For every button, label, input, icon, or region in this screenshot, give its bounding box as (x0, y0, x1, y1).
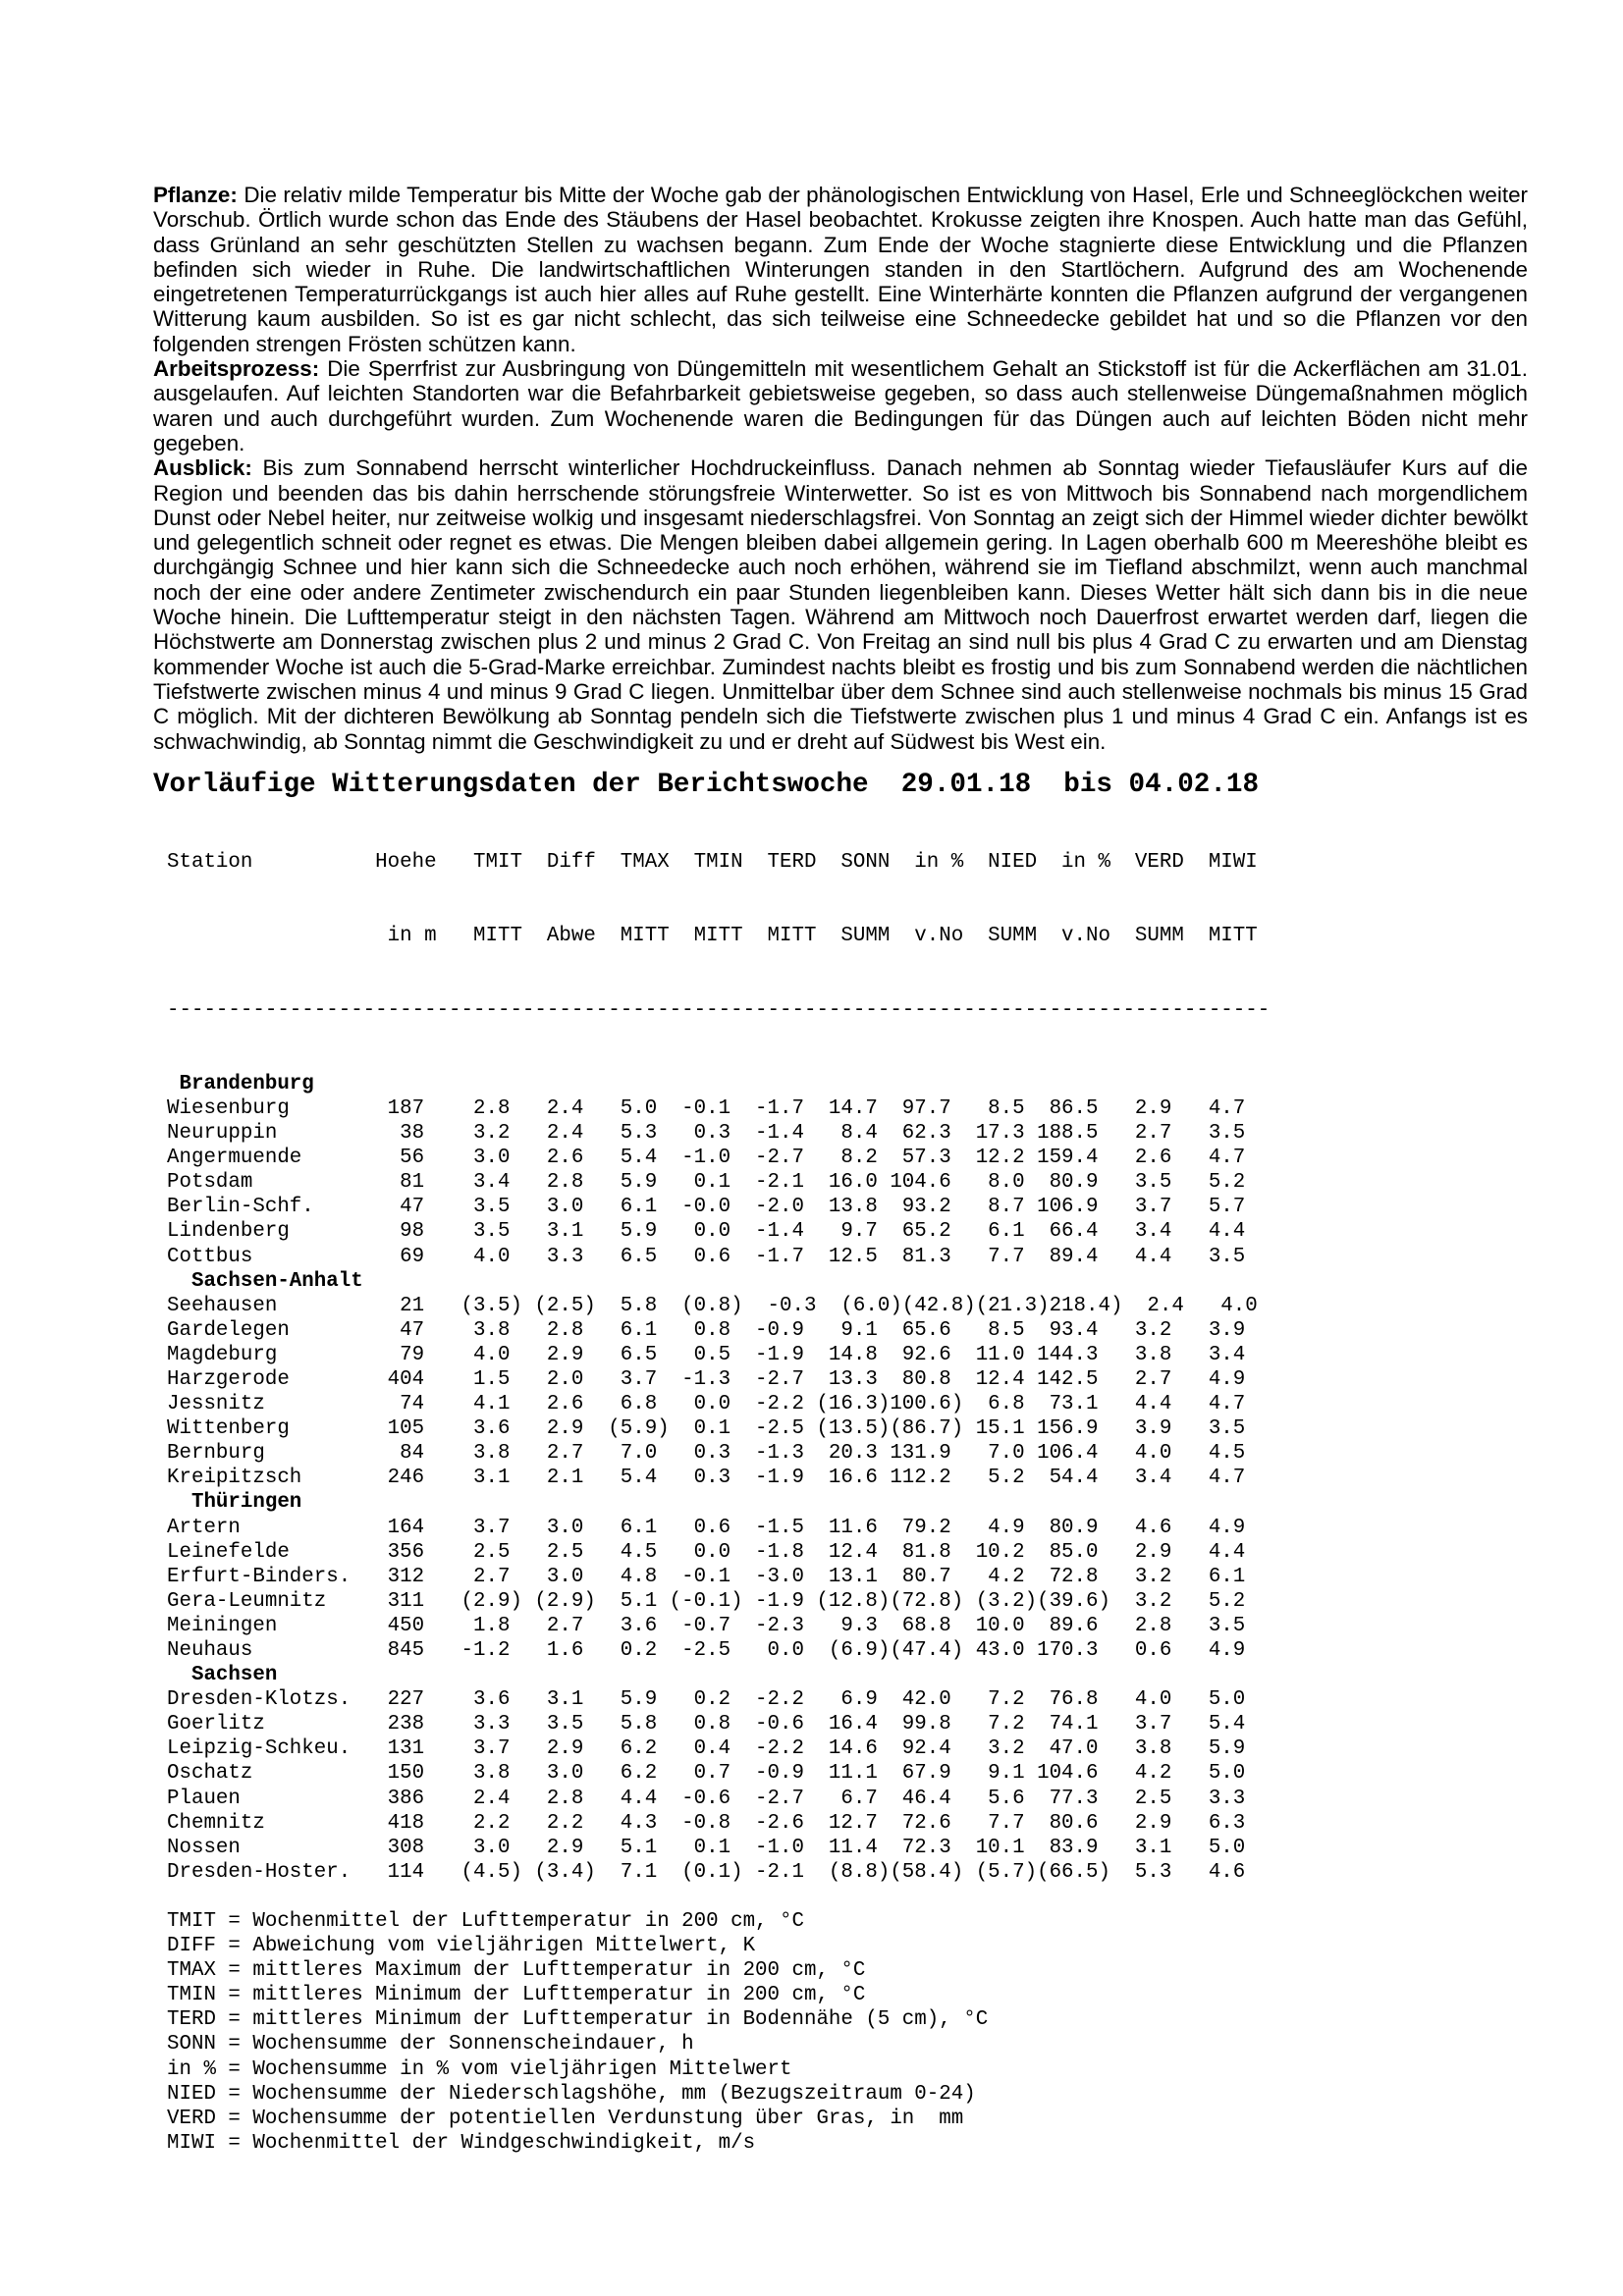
legend-line: DIFF = Abweichung vom vieljährigen Mittelwert, K (167, 1935, 756, 1958)
paragraph-arbeitsprozess (153, 356, 1528, 455)
legend-line: VERD = Wochensumme der potentiellen Verdunstung über Gras, in mm (167, 2107, 964, 2130)
station-row: Dresden-Klotzs. 227 3.6 3.1 5.9 0.2 -2.2 6.9 42.0 7.2 76.8 4.0 5.0 (167, 1688, 1246, 1712)
legend-line: TERD = mittleres Minimum der Lufttemperatur in Bodennähe (5 cm), °C (167, 2008, 989, 2032)
station-row: Jessnitz 74 4.1 2.6 6.8 0.0 -2.2 (16.3)100.6) 6.8 73.1 4.4 4.7 (167, 1393, 1246, 1416)
paragraph-pflanze (153, 183, 1528, 356)
report-text (153, 183, 1528, 754)
station-row: Neuhaus 845 -1.2 1.6 0.2 -2.5 0.0 (6.9)(47.4) 43.0 170.3 0.6 4.9 (167, 1639, 1246, 1663)
label-pflanze: Pflanze: (153, 183, 238, 207)
station-row: Wittenberg 105 3.6 2.9 (5.9) 0.1 -2.5 (13.5)(86.7) 15.1 156.9 3.9 3.5 (167, 1417, 1246, 1441)
header-rule: ------------------------------------------------------------------------------------------ (167, 998, 1271, 1022)
station-row: Lindenberg 98 3.5 3.1 5.9 0.0 -1.4 9.7 65.2 6.1 66.4 3.4 4.4 (167, 1220, 1246, 1244)
station-row: Gera-Leumnitz 311 (2.9) (2.9) 5.1 (-0.1) -1.9 (12.8)(72.8) (3.2)(39.6) 3.2 5.2 (167, 1589, 1246, 1613)
text-ausblick: Bis zum Sonnabend herrscht winterlicher Hochdruckeinfluss. Danach nehmen ab Sonntag wieder Tiefausläufer Kurs auf die Region und beenden das bis dahin herrschende störungsfreie Winterwetter. So ist es von Mittwoch bis Sonnabend nach morgendlichem Dunst oder Nebel heiter, nur zeitweise wolkig und insgesamt niederschlagsfrei. Von Sonntag an zeigt sich der Himmel wieder dichter bewölkt und gelegentlich schneit oder regnet es etwas. Die Mengen bleiben dabei allgemein gering. In Lagen oberhalb 600 m Meereshöhe bleibt es durchgängig Schnee und hier kann sich die Schneedecke auch noch erhöhen, während sie im Tiefland abschmilzt, wenn auch manchmal noch der eine oder andere Zentimeter zwischendurch ein paar Stunden liegenbleiben kann. Dieses Wetter hält sich dann bis in die neue Woche hinein. Die Lufttemperatur steigt in den nächsten Tagen. Während am Mittwoch noch Dauerfrost erwartet werden darf, liegen die Höchstwerte am Donnerstag zwischen plus 2 und minus 2 Grad C. Von Freitag an sind null bis plus 4 Grad C zu erwarten und am Dienstag kommender Woche ist auch die 5-Grad-Marke erreichbar. Zumindest nachts bleibt es frostig und bis zum Sonnabend werden die nächtlichen Tiefstwerte zwischen minus 4 und minus 9 Grad C liegen. Unmittelbar über dem Schnee sind auch stellenweise nochmals bis minus 15 Grad C möglich. Mit der dichteren Bewölkung ab Sonntag pendeln sich die Tiefstwerte zwischen plus 1 und minus 4 Grad C ein. Anfangs ist es schwachwindig, ab Sonntag nimmt die Geschwindigkeit zu und er dreht auf Südwest bis West ein. (153, 455, 1528, 754)
header-line-1: Station Hoehe TMIT Diff TMAX TMIN TERD SONN in % NIED in % VERD MIWI (167, 851, 1258, 875)
table-header (167, 801, 1528, 1072)
legend-line: TMIT = Wochenmittel der Lufttemperatur in 200 cm, °C (167, 1909, 804, 1933)
station-row: Magdeburg 79 4.0 2.9 6.5 0.5 -1.9 14.8 92.6 11.0 144.3 3.8 3.4 (167, 1343, 1246, 1366)
station-row: Dresden-Hoster. 114 (4.5) (3.4) 7.1 (0.1) -2.1 (8.8)(58.4) (5.7)(66.5) 5.3 4.6 (167, 1860, 1246, 1884)
region-heading: Sachsen-Anhalt (167, 1269, 363, 1293)
legend (167, 1909, 1528, 2156)
station-row: Kreipitzsch 246 3.1 2.1 5.4 0.3 -1.9 16.6 112.2 5.2 54.4 3.4 4.7 (167, 1467, 1246, 1490)
station-row: Neuruppin 38 3.2 2.4 5.3 0.3 -1.4 8.4 62.3 17.3 188.5 2.7 3.5 (167, 1122, 1246, 1146)
text-pflanze: Die relativ milde Temperatur bis Mitte der Woche gab der phänologischen Entwicklung von Hasel, Erle und Schneeglöckchen weiter Vorschub. Örtlich wurde schon das Ende des Stäubens der Hasel beobachtet. Krokusse zeigten ihre Knospen. Auch hatte man das Gefühl, dass Grünland an sehr geschützten Stellen zu wachsen begann. Zum Ende der Woche stagnierte diese Entwicklung und die Pflanzen befinden sich wieder in Ruhe. Die landwirtschaftlichen Winterungen standen in den Startlöchern. Aufgrund des am Wochenende eingetretenen Temperaturrückgangs ist auch hier alles auf Ruhe gestellt. Eine Winterhärte konnten die Pflanzen aufgrund der vergangenen Witterung kaum ausbilden. So ist es gar nicht schlecht, das sich teilweise eine Schneedecke gebildet hat und so die Pflanzen vor den folgenden strengen Frösten schützen kann. (153, 183, 1528, 356)
station-row: Cottbus 69 4.0 3.3 6.5 0.6 -1.7 12.5 81.3 7.7 89.4 4.4 3.5 (167, 1245, 1246, 1268)
table-title: Vorläufige Witterungsdaten der Berichtswoche 29.01.18 bis 04.02.18 (153, 769, 1260, 800)
legend-line: TMIN = mittleres Minimum der Lufttemperatur in 200 cm, °C (167, 1984, 866, 2007)
region-heading: Brandenburg (167, 1072, 314, 1095)
region-heading: Sachsen (167, 1664, 278, 1687)
station-row: Oschatz 150 3.8 3.0 6.2 0.7 -0.9 11.1 67.9 9.1 104.6 4.2 5.0 (167, 1762, 1246, 1786)
text-arbeitsprozess: Die Sperrfrist zur Ausbringung von Düngemitteln mit wesentlichem Gehalt an Stickstoff ist für die Ackerflächen am 31.01. ausgelaufen. Auf leichten Standorten war die Befahrbarkeit gebietsweise gegeben, so dass auch stellenweise Düngemaßnahmen möglich waren und auch durchgeführt wurden. Zum Wochenende waren die Bedingungen für das Düngen auch auf leichten Böden nicht mehr gegeben. (153, 356, 1528, 455)
station-row: Angermuende 56 3.0 2.6 5.4 -1.0 -2.7 8.2 57.3 12.2 159.4 2.6 4.7 (167, 1147, 1246, 1170)
station-row: Artern 164 3.7 3.0 6.1 0.6 -1.5 11.6 79.2 4.9 80.9 4.6 4.9 (167, 1516, 1246, 1539)
station-row: Chemnitz 418 2.2 2.2 4.3 -0.8 -2.6 12.7 72.6 7.7 80.6 2.9 6.3 (167, 1811, 1246, 1835)
station-row: Wiesenburg 187 2.8 2.4 5.0 -0.1 -1.7 14.7 97.7 8.5 86.5 2.9 4.7 (167, 1096, 1246, 1120)
station-row: Meiningen 450 1.8 2.7 3.6 -0.7 -2.3 9.3 68.8 10.0 89.6 2.8 3.5 (167, 1614, 1246, 1637)
station-row: Plauen 386 2.4 2.8 4.4 -0.6 -2.7 6.7 46.4 5.6 77.3 2.5 3.3 (167, 1787, 1246, 1810)
station-row: Potsdam 81 3.4 2.8 5.9 0.1 -2.1 16.0 104.6 8.0 80.9 3.5 5.2 (167, 1171, 1246, 1195)
legend-line: TMAX = mittleres Maximum der Lufttemperatur in 200 cm, °C (167, 1959, 866, 1983)
legend-line: MIWI = Wochenmittel der Windgeschwindigkeit, m/s (167, 2131, 756, 2155)
station-row: Gardelegen 47 3.8 2.8 6.1 0.8 -0.9 9.1 65.6 8.5 93.4 3.2 3.9 (167, 1318, 1246, 1342)
region-heading: Thüringen (167, 1491, 302, 1515)
station-row: Bernburg 84 3.8 2.7 7.0 0.3 -1.3 20.3 131.9 7.0 106.4 4.0 4.5 (167, 1442, 1246, 1466)
station-row: Leinefelde 356 2.5 2.5 4.5 0.0 -1.8 12.4 81.8 10.2 85.0 2.9 4.4 (167, 1540, 1246, 1564)
legend-line: in % = Wochensumme in % vom vieljährigen Mittelwert (167, 2057, 792, 2081)
weather-table (167, 1072, 1528, 1885)
legend-line: NIED = Wochensumme der Niederschlagshöhe, mm (Bezugszeitraum 0-24) (167, 2082, 976, 2106)
station-row: Harzgerode 404 1.5 2.0 3.7 -1.3 -2.7 13.3 80.8 12.4 142.5 2.7 4.9 (167, 1367, 1246, 1391)
label-ausblick: Ausblick: (153, 455, 252, 481)
label-arbeitsprozess: Arbeitsprozess: (153, 356, 320, 382)
station-row: Leipzig-Schkeu. 131 3.7 2.9 6.2 0.4 -2.2 14.6 92.4 3.2 47.0 3.8 5.9 (167, 1737, 1246, 1761)
paragraph-ausblick (153, 455, 1528, 754)
document-page (153, 183, 1528, 2156)
station-row: Erfurt-Binders. 312 2.7 3.0 4.8 -0.1 -3.0 13.1 80.7 4.2 72.8 3.2 6.1 (167, 1565, 1246, 1588)
header-line-2: in m MITT Abwe MITT MITT MITT SUMM v.No SUMM v.No SUMM MITT (167, 925, 1258, 948)
station-row: Seehausen 21 (3.5) (2.5) 5.8 (0.8) -0.3 (6.0)(42.8)(21.3)218.4) 2.4 4.0 (167, 1294, 1258, 1317)
legend-line: SONN = Wochensumme der Sonnenscheindauer, h (167, 2033, 694, 2056)
station-row: Nossen 308 3.0 2.9 5.1 0.1 -1.0 11.4 72.3 10.1 83.9 3.1 5.0 (167, 1836, 1246, 1859)
station-row: Goerlitz 238 3.3 3.5 5.8 0.8 -0.6 16.4 99.8 7.2 74.1 3.7 5.4 (167, 1713, 1246, 1736)
station-row: Berlin-Schf. 47 3.5 3.0 6.1 -0.0 -2.0 13.8 93.2 8.7 106.9 3.7 5.7 (167, 1196, 1246, 1219)
